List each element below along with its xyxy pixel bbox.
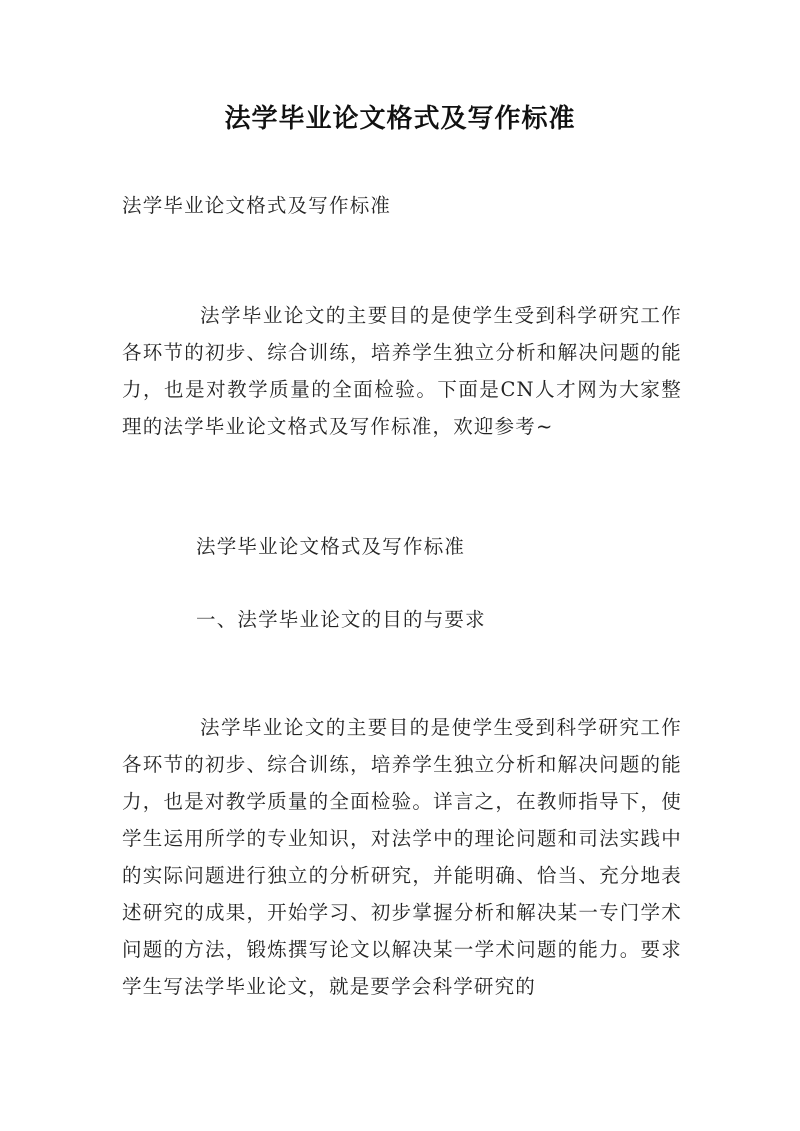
- section-heading: 法学毕业论文格式及写作标准: [196, 535, 466, 558]
- body-paragraph: 法学毕业论文的主要目的是使学生受到科学研究工作各环节的初步、综合训练，培养学生独立分析和解决问题的能力，也是对教学质量的全面检验。详言之，在教师指导下，使学生运用所学的专业知识，对法学中的理论问题和司法实践中的实际问题进行独立的分析研究，并能明确、恰当、充分地表述研究的成果，开始学习、初步掌握分析和解决某一专门学术问题的方法，锻炼撰写论文以解决某一学术问题的能力。要求学生写法学毕业论文，就是要学会科学研究的: [122, 716, 682, 998]
- intro-paragraph: 法学毕业论文的主要目的是使学生受到科学研究工作各环节的初步、综合训练，培养学生独立分析和解决问题的能力，也是对教学质量的全面检验。下面是CN人才网为大家整理的法学毕业论文格式及写作标准，欢迎参考~: [122, 304, 682, 438]
- document-title: 法学毕业论文格式及写作标准: [224, 104, 576, 134]
- section-one-heading: 一、法学毕业论文的目的与要求: [196, 608, 486, 631]
- document-subtitle: 法学毕业论文格式及写作标准: [122, 194, 392, 217]
